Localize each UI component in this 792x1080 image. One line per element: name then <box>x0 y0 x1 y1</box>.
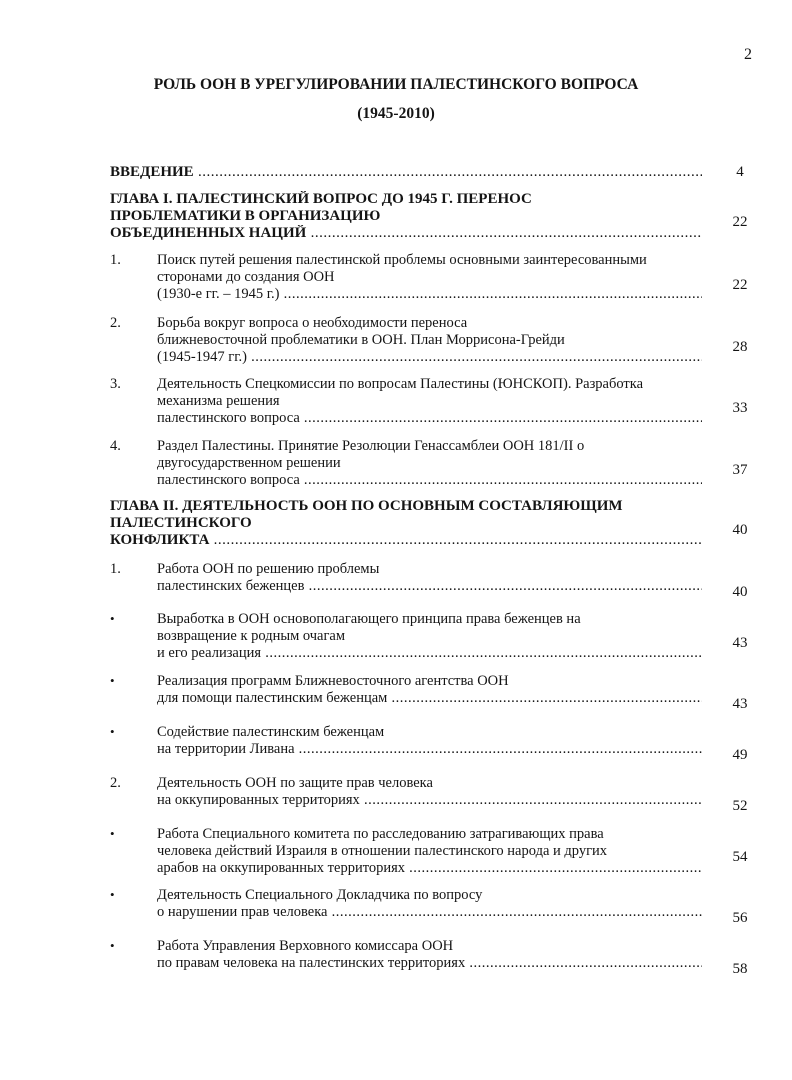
toc-intro-line-1: ВВЕДЕНИЕ ..... <box>110 164 702 181</box>
toc-ch1-item-2-line-2: ближневосточной проблематики в ООН. План Моррисона-Грейди <box>157 332 565 348</box>
toc-ch2-bullet-1c-line-1: Содействие палестинским беженцам <box>157 724 385 740</box>
toc-ch1-item-4-num: 4. <box>110 438 121 454</box>
toc-ch2-item-2-line-1: Деятельность ООН по защите прав человека <box>157 775 433 791</box>
toc-ch1-item-4-page: 37 <box>732 462 748 478</box>
toc-chapter-1-line-3: ОБЪЕДИНЕННЫХ НАЦИЙ ..... <box>110 225 702 242</box>
toc-chapter-1-page: 22 <box>732 214 748 230</box>
toc-chapter-2-line-2: ПАЛЕСТИНСКОГО <box>110 515 252 531</box>
toc-ch2-item-1[interactable] <box>110 561 702 595</box>
toc-ch2-bullet-2a-page: 54 <box>732 849 748 865</box>
toc-ch2-bullet-2b[interactable] <box>110 887 702 921</box>
toc-ch2-bullet-2c-page: 58 <box>732 961 748 977</box>
toc-ch2-bullet-2a-line-2: человека действий Израиля в отношении палестинского народа и других <box>157 843 608 859</box>
toc-ch1-item-3-line-2: механизма решения <box>157 393 280 409</box>
toc-intro-page: 4 <box>736 164 744 180</box>
toc-ch2-bullet-2b-line-2: о нарушении прав человека ..... <box>157 904 702 921</box>
toc-ch2-bullet-2a-line-3: арабов на оккупированных территориях ..... <box>157 860 702 877</box>
toc-ch2-bullet-2c[interactable] <box>110 938 702 972</box>
toc-ch2-item-2-line-2: на оккупированных территориях ..... <box>157 792 702 809</box>
bullet-icon: • <box>110 673 115 688</box>
toc-ch2-item-1-page: 40 <box>732 584 748 600</box>
toc-ch1-item-3-line-3: палестинского вопроса ..... <box>157 410 702 427</box>
toc-ch1-item-1-line-1: Поиск путей решения палестинской проблемы основными заинтересованными <box>157 252 647 268</box>
toc-ch1-item-3-line-1: Деятельность Спецкомиссии по вопросам Палестины (ЮНСКОП). Разработка <box>157 376 644 392</box>
toc-ch1-item-2-line-1: Борьба вокруг вопроса о необходимости переноса <box>157 315 468 331</box>
toc-ch2-bullet-1b-line-2: для помощи палестинским беженцам ..... <box>157 690 702 707</box>
toc-ch2-item-2[interactable] <box>110 775 702 809</box>
toc-ch1-item-4-line-3: палестинского вопроса ..... <box>157 472 702 489</box>
toc-ch2-item-1-line-1: Работа ООН по решению проблемы <box>157 561 380 577</box>
toc-ch2-bullet-1c-line-2: на территории Ливана ..... <box>157 741 702 758</box>
toc-chapter-1[interactable] <box>110 191 702 242</box>
toc-ch2-bullet-2b-line-1: Деятельность Специального Докладчика по вопросу <box>157 887 483 903</box>
toc-chapter-1-line-2: ПРОБЛЕМАТИКИ В ОРГАНИЗАЦИЮ <box>110 208 381 224</box>
toc-ch1-item-4-line-2: двугосударственном решении <box>157 455 341 471</box>
toc-ch1-item-1-page: 22 <box>732 277 748 293</box>
toc-ch2-bullet-1c[interactable] <box>110 724 702 758</box>
toc-ch1-item-1-line-2: сторонами до создания ООН <box>157 269 335 285</box>
page-number: 2 <box>744 46 752 63</box>
toc-ch2-item-1-line-2: палестинских беженцев ..... <box>157 578 702 595</box>
toc-ch2-bullet-2a[interactable] <box>110 826 702 877</box>
toc-ch2-item-1-num: 1. <box>110 561 121 577</box>
toc-ch1-item-3-page: 33 <box>732 400 748 416</box>
toc-chapter-2-line-3: КОНФЛИКТА ..... <box>110 532 702 549</box>
bullet-icon: • <box>110 611 115 626</box>
toc-ch1-item-2-page: 28 <box>732 339 748 355</box>
toc-ch2-bullet-1a-line-1: Выработка в ООН основополагающего принципа права беженцев на <box>157 611 581 627</box>
toc-ch1-item-3[interactable] <box>110 376 702 427</box>
toc-ch2-bullet-1b[interactable] <box>110 673 702 707</box>
toc-ch2-bullet-2a-line-1: Работа Специального комитета по расследованию затрагивающих права <box>157 826 604 842</box>
toc-ch2-bullet-2c-line-1: Работа Управления Верховного комиссара ООН <box>157 938 454 954</box>
toc-chapter-2[interactable] <box>110 498 702 549</box>
toc-chapter-2-page: 40 <box>732 522 748 538</box>
toc-ch1-item-2[interactable] <box>110 315 702 366</box>
toc-intro[interactable] <box>110 164 702 181</box>
toc-ch2-bullet-1b-page: 43 <box>732 696 748 712</box>
bullet-icon: • <box>110 887 115 902</box>
bullet-icon: • <box>110 826 115 841</box>
toc-ch1-item-1[interactable] <box>110 252 702 303</box>
toc-ch2-bullet-2c-line-2: по правам человека на палестинских территориях ..... <box>157 955 702 972</box>
bullet-icon: • <box>110 724 115 739</box>
toc-ch1-item-2-line-3: (1945-1947 гг.) ..... <box>157 349 702 366</box>
toc-ch2-bullet-2b-page: 56 <box>732 910 748 926</box>
toc-ch2-bullet-1b-line-1: Реализация программ Ближневосточного агентства ООН <box>157 673 509 689</box>
toc-chapter-1-line-1: ГЛАВА I. ПАЛЕСТИНСКИЙ ВОПРОС ДО 1945 Г. ПЕРЕНОС <box>110 191 532 207</box>
toc-ch1-item-1-num: 1. <box>110 252 121 268</box>
toc-ch2-bullet-1a-page: 43 <box>732 635 748 651</box>
title-years: (1945-2010) <box>357 105 435 122</box>
bullet-icon: • <box>110 938 115 953</box>
toc-chapter-2-line-1: ГЛАВА II. ДЕЯТЕЛЬНОСТЬ ООН ПО ОСНОВНЫМ СОСТАВЛЯЮЩИМ <box>110 498 623 514</box>
toc-ch1-item-2-num: 2. <box>110 315 121 331</box>
toc-ch2-bullet-1a-line-2: возвращение к родным очагам <box>157 628 346 644</box>
toc-ch2-item-2-num: 2. <box>110 775 121 791</box>
toc-ch1-item-4-line-1: Раздел Палестины. Принятие Резолюции Генассамблеи ООН 181/II о <box>157 438 585 454</box>
toc-ch2-item-2-page: 52 <box>732 798 748 814</box>
toc-ch1-item-3-num: 3. <box>110 376 121 392</box>
toc-ch2-bullet-1a-line-3: и его реализация ..... <box>157 645 702 662</box>
toc-ch2-bullet-1a[interactable] <box>110 611 702 662</box>
page-title: РОЛЬ ООН В УРЕГУЛИРОВАНИИ ПАЛЕСТИНСКОГО ВОПРОСА <box>153 76 639 93</box>
toc-ch1-item-1-line-3: (1930-е гг. – 1945 г.) ..... <box>157 286 702 303</box>
toc-ch1-item-4[interactable] <box>110 438 702 489</box>
toc-ch2-bullet-1c-page: 49 <box>732 747 748 763</box>
